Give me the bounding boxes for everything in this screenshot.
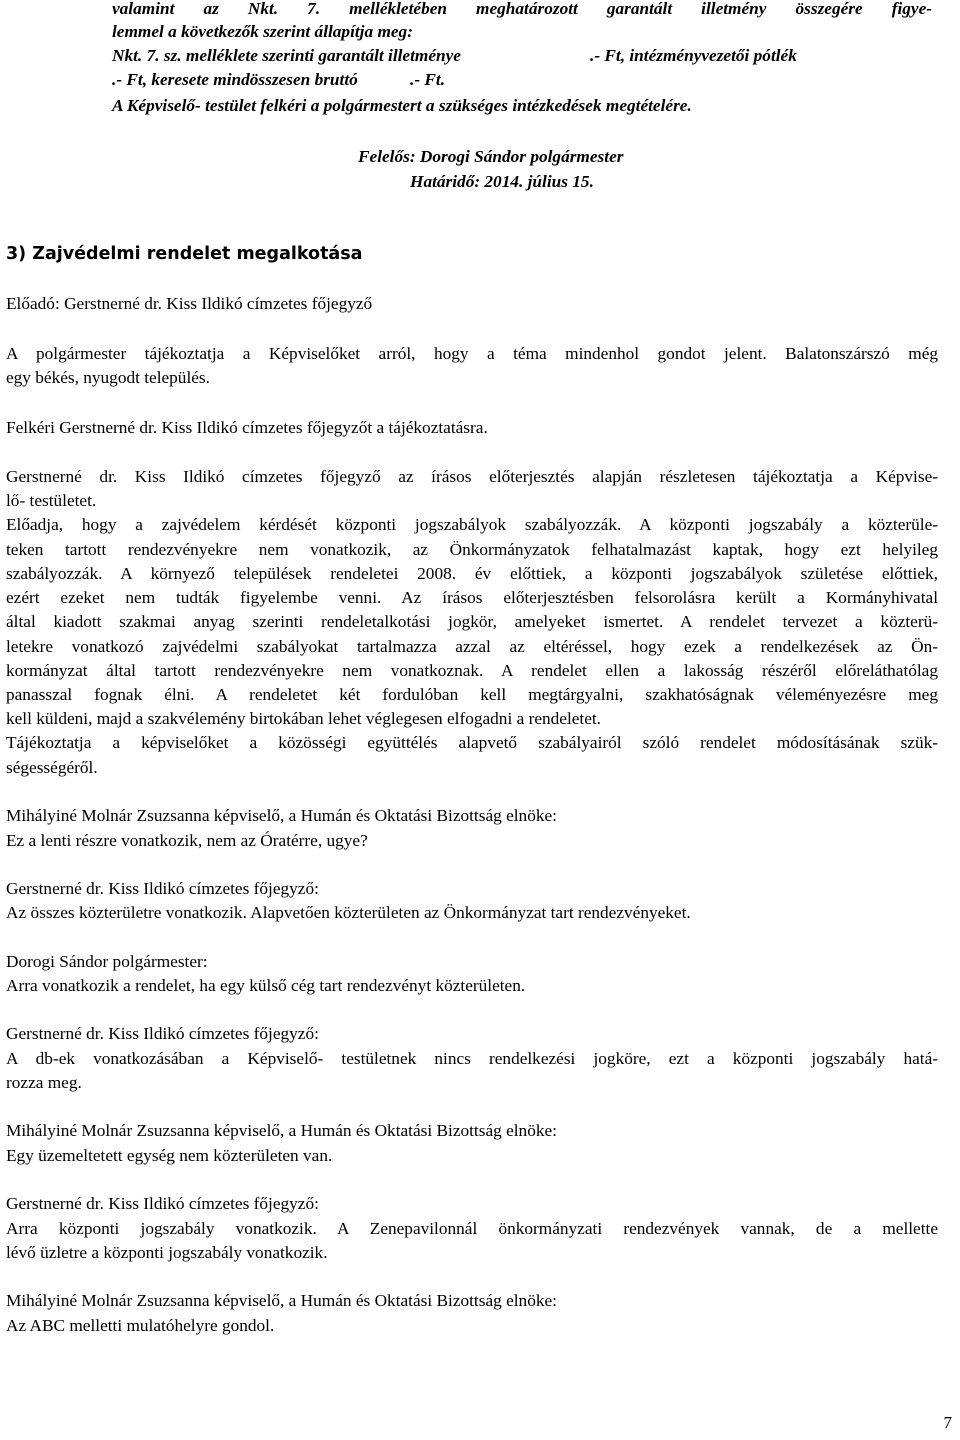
paragraph-4-line-9: kell küldeni, majd a szakvélemény birtokában lehet véglegesen elfogadni a rendeletet. — [6, 709, 602, 728]
header-line-4b: .- Ft. — [410, 70, 446, 89]
dialogue-1-speaker: Mihályiné Molnár Zsuzsanna képviselő, a Humán és Oktatási Bizottság elnöke: — [6, 806, 557, 825]
paragraph-4-line-2: teken tartott rendezvényekre nem vonatkozik, az Önkormányzatok felhatalmazást kaptak, hogy ezt helyileg — [6, 540, 938, 559]
header-line-5: A Képviselő- testület felkéri a polgármestert a szükséges intézkedések megtételére. — [112, 96, 692, 115]
dialogue-5-text: Egy üzemeltetett egység nem közterületen van. — [6, 1146, 333, 1165]
paragraph-4-line-7: kormányzat által tartott rendezvényekre nem vonatkoznak. A rendelet ellen a lakosság részéről előreláthatólag — [6, 661, 938, 680]
dialogue-6-speaker: Gerstnerné dr. Kiss Ildikó címzetes főjegyző: — [6, 1194, 319, 1213]
dialogue-5-speaker: Mihályiné Molnár Zsuzsanna képviselő, a Humán és Oktatási Bizottság elnöke: — [6, 1121, 557, 1140]
paragraph-1-line-1: A polgármester tájékoztatja a Képviselőket arról, hogy a téma mindenhol gondot jelent. Balatonszárszó még — [6, 344, 938, 363]
dialogue-4-speaker: Gerstnerné dr. Kiss Ildikó címzetes főjegyző: — [6, 1024, 319, 1043]
eloado-line: Előadó: Gerstnerné dr. Kiss Ildikó címzetes főjegyző — [6, 294, 373, 313]
paragraph-3-line-1: Gerstnerné dr. Kiss Ildikó címzetes főjegyző az írásos előterjesztés alapján részletesen tájékoztatja a Képvise- — [6, 467, 938, 486]
paragraph-4-line-6: letekre vonatkozó zajvédelmi szabályokat tartalmazza azzal az eltéréssel, hogy ezek a rendelkezések az Ön- — [6, 637, 938, 656]
dialogue-3-text: Arra vonatkozik a rendelet, ha egy külső cég tart rendezvényt közterületen. — [6, 976, 526, 995]
dialogue-2-speaker: Gerstnerné dr. Kiss Ildikó címzetes főjegyző: — [6, 879, 319, 898]
dialogue-4-text-2: rozza meg. — [6, 1073, 82, 1092]
header-line-2: lemmel a következők szerint állapítja meg: — [112, 22, 413, 41]
felelos-line: Felelős: Dorogi Sándor polgármester — [358, 147, 624, 166]
dialogue-7-text: Az ABC melletti mulatóhelyre gondol. — [6, 1316, 275, 1335]
paragraph-1-line-2: egy békés, nyugodt település. — [6, 368, 210, 387]
header-line-1: valamint az Nkt. 7. mellékletében meghatározott garantált illetmény összegére figye- — [112, 0, 932, 18]
paragraph-4-line-8: panasszal fognak élni. A rendeletet két fordulóban kell megtárgyalni, szakhatóságnak véleményezésre meg — [6, 685, 938, 704]
header-line-3b: .- Ft, intézményvezetői pótlék — [590, 46, 797, 65]
hatarido-line: Határidő: 2014. július 15. — [410, 172, 594, 191]
header-line-3a: Nkt. 7. sz. melléklete szerinti garantált illetménye — [112, 46, 461, 65]
dialogue-4-text-1: A db-ek vonatkozásában a Képviselő- testületnek nincs rendelkezési jogköre, ezt a központi jogszabály hatá- — [6, 1049, 938, 1068]
dialogue-2-text: Az összes közterületre vonatkozik. Alapvetően közterületen az Önkormányzat tart rendezvényeket. — [6, 903, 691, 922]
dialogue-6-text-1: Arra központi jogszabály vonatkozik. A Zenepavilonnál önkormányzati rendezvények vannak, de a mellette — [6, 1219, 938, 1238]
paragraph-4-line-1: Előadja, hogy a zajvédelem kérdését központi jogszabályok szabályozzák. A központi jogszabály a közterüle- — [6, 515, 938, 534]
section-title: 3) Zajvédelmi rendelet megalkotása — [6, 244, 363, 264]
paragraph-5-line-1: Tájékoztatja a képviselőket a közösségi együttélés alapvető szabályairól szóló rendelet módosításának szük- — [6, 733, 938, 752]
paragraph-4-line-3: szabályozzák. A környező települések rendeletei 2008. év előttiek, a központi jogszabályok születése előttiek, — [6, 564, 938, 583]
paragraph-2: Felkéri Gerstnerné dr. Kiss Ildikó címzetes főjegyzőt a tájékoztatásra. — [6, 418, 488, 437]
page-number: 7 — [943, 1413, 952, 1432]
dialogue-3-speaker: Dorogi Sándor polgármester: — [6, 952, 208, 971]
header-line-4a: .- Ft, keresete mindösszesen bruttó — [112, 70, 358, 89]
paragraph-5-line-2: ségességéről. — [6, 758, 98, 777]
dialogue-1-text: Ez a lenti részre vonatkozik, nem az Óratérre, ugye? — [6, 831, 368, 850]
paragraph-4-line-4: ezért ezeket nem tudták figyelembe venni. Az írásos előterjesztésben felsorolásra került a Kormányhivatal — [6, 588, 938, 607]
dialogue-6-text-2: lévő üzletre a központi jogszabály vonatkozik. — [6, 1243, 328, 1262]
dialogue-7-speaker: Mihályiné Molnár Zsuzsanna képviselő, a Humán és Oktatási Bizottság elnöke: — [6, 1291, 557, 1310]
paragraph-3-line-2: lő- testületet. — [6, 491, 97, 510]
paragraph-4-line-5: által kiadott szakmai anyag szerinti rendeletalkotási jogkör, amelyeket ismertet. A rendelet tervezet a közterü- — [6, 612, 938, 631]
